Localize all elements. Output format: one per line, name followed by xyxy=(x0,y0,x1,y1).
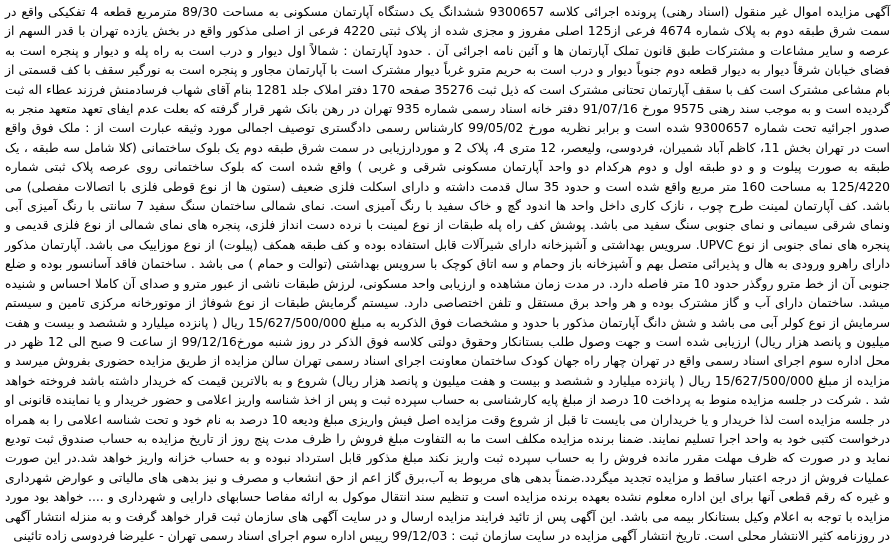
auction-notice-text: آگهی مزایده اموال غیر منقول (اسناد رهنی) پرونده اجرائی کلاسه 9300657 ششدانگ یک دستگاه آپارتمان مسکونی به مساحت 89/30 مترمربع قطعه 4 تفکیکی واقع در سمت شرق طبقه دوم به پلاک شماره 4674 فرعی از125 اصلی مفروز و مجزی شده از پلاک ثبتی 4220 فرعی از اصلی مذکور واقع در بخش یازده تهران با قدر السهم از عرصه و سایر مشاعات و مشترکات طبق قانون تملک آپارتمان ها و آئین نامه اجرائی آن . حدود آپارتمان : شمالاً اول دیوار و درب است به راه پله و دیوار و پنجره است به فضای خیابان شرقاً دیوار به دیوار قطعه دوم جنوباً دیوار و درب است به حریم مترو غرباً دیوار مشترک است با آپارتمان مجاور و پنجره است به نورگیر سقف با کف قسمتی از بام مشاعی مشترک است کف با سقف آپارتمان تحتانی مشترک است که ذیل ثبت 35276 صفحه 170 دفتر املاک جلد 1281 بنام آقای شهاب فرسادمنش فرزند عطاء اله ثبت گردیده است و به موجب سند رهنی 9575 مورخ 91/07/16 دفتر خانه اسناد رسمی شماره 935 تهران در رهن بانک شهر قرار گرفته که بعلت عدم ایفای تعهد متعهد منجر به صدور اجرائیه تحت شماره 9300657 شده است و برابر نظریه مورخ 99/05/02 کارشناس رسمی دادگستری توصیف اجمالی مورد وثیقه عبارت است از : ملک فوق واقع است در تهران بخش 11، کاظم آباد شمیران، فردوسی، ولیعصر، 12 متری 4، پلاک 2 و موردارزیابی در سمت شرق طبقه دوم یک بلوک ساختمانی (کلا شامل سه طبقه ، یک طبقه به صورت پیلوت و و دو طبقه اول و دوم هرکدام دو واحد آپارتمان مسکونی شرقی و غربی ) واقع شده است که بلوک ساختمانی روی عرصه پلاک ثبتی شماره 125/4220 به مساحت 160 متر مربع واقع شده است و حدود 35 سال قدمت داشته و دارای اسکلت فلزی ضعیف (ستون ها از نوع قوطی فلزی با اتصالات مفصلی) می باشد. کف آپارتمان لمینت طرح چوب ، نازک کاری داخل واحد ها اندود گچ و خاک سفید با رنگ آمیزی است. نمای شمالی ساختمان سنگ سفید 7 سانتی با رنگ آمیزی آبی ونمای شرقی سیمانی و نمای جنوبی سنگ سفید می باشد. پوشش کف راه پله طبقات از نوع لمینت با نرده دست انداز فلزی، پنجره های نمای شمالی از نوع فلزی قدیمی و پنجره های نمای جنوبی از نوع UPVC. سرویس بهداشتی و آشپزخانه دارای شیرآلات قابل استفاده بوده و کف طبقه همکف (پیلوت) از نوع موزاییک می باشد. آپارتمان مذکور دارای راهرو ورودی به هال و پذیرائی متصل بهم و آشپزخانه باز وحمام و سه اتاق کوچک با سرویس بهداشتی (توالت و حمام ) می باشد . ساختمان فاقد آسانسور بوده و ضلع جنوبی آن از خط مترو روگذر حدود 10 متر فاصله دارد. در مدت زمان مشاهده و ارزیابی واحد مسکونی، لرزش طبقات ناشی از عبور مترو و صدای آن کاملا احساس و شنیده میشد. ساختمان دارای آب و گاز مشترک بوده و هر واحد برق مستقل و تلفن اختصاصی دارد. سیستم گرمایش طبقات از نوع شوفاژ از موتورخانه مرکزی تامین و سیستم سرمایش از نوع کولر آبی می باشد و شش دانگ آپارتمان مذکور با حدود و مشخصات فوق الذکربه به مبلغ 15/627/500/000 ریال ( پانزده میلیارد و ششصد و بیست و هفت میلیون و پانصد هزار ریال) ارزیابی شده است و جهت وصول طلب بستانکار وحقوق دولتی کلاسه فوق الذکر در روز شنبه مورخ99/12/16 از ساعت 9 صبح الی 12 ظهر در محل اداره سوم اجرای اسناد رسمی واقع در تهران چهار راه جهان کودک ساختمان معاونت اجرای اسناد رسمی تهران سالن مزایده از طریق مزایده حضوری بفروش میرسد و مزایده از مبلغ 15/627/500/000 ریال ( پانزده میلیارد و ششصد و بیست و هفت میلیون و پانصد هزار ریال) شروع و به بالاترین قیمت که خریدار داشته باشد فروخته خواهد شد . شرکت در جلسه مزایده منوط به پرداخت 10 درصد از مبلغ پایه کارشناسی به حساب سپرده ثبت و پس از اخذ شناسه واریز اعلامی و حضور خریدار و یا نماینده قانونی او در جلسه مزایده است لذا خریدار و یا خریداران می بایست تا قبل از شروع وقت مزایده اصل فیش واریزی مبلغ ودیعه 10 درصد به نام خود و تحت شناسه اعلامی را به همراه درخواست کتبی خود به واحد اجرا تسلیم نمایند. ضمنا برنده مزایده مکلف است ما به التفاوت مبلغ فروش را ظرف مدت پنج روز از تاریخ مزایده به حساب صندوق ثبت تودیع نماید و در صورت که ظرف مهلت مقرر مانده فروش را به حساب سپرده ثبت واریز نکند مبلغ مذکور قابل استرداد نبوده و به حساب خزانه واریز خواهد شد.در این صورت عملیات فروش از درجه اعتبار ساقط و مزایده تجدید میگردد.ضمناً بدهی های مربوط به آب،برق گاز اعم از حق انشعاب و مصرف و نیز بدهی های مالیاتی و عوارض شهرداری و غیره که رقم قطعی آنها برای این اداره معلوم نشده بعهده برنده مزایده است و تنظیم سند انتقال موکول به ارائه مفاصا حسابهای دارایی و شهرداری و .... خواهد بود مورد مزایده با توجه به اعلام وکیل بستانکار بیمه می باشد. این آگهی پس از تائید فرایند مزایده ارسال و در سایت آگهی های سازمان ثبت قرار خواهد گرفت و به منزله انتشار آگهی در روزنامه کثیر الانتشار محلی است. تاریخ انتشار آگهی مزایده در سایت سازمان ثبت : 99/12/03 رییس اداره سوم اجرای اسناد رسمی تهران - علیرضا فردوسی زاده تائینی xyxy=(5,5,891,543)
